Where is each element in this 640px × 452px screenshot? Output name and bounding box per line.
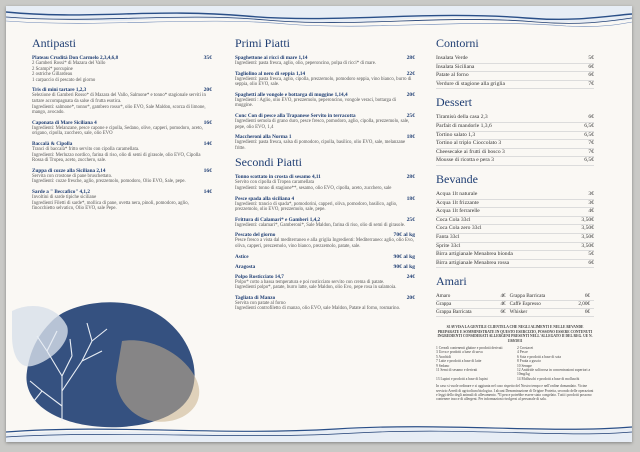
price-row [436, 208, 594, 217]
price-row-name: Acqua 1lt naturale [436, 190, 478, 197]
menu-item [32, 87, 212, 115]
price-row-price: 3,50€ [581, 242, 594, 249]
menu-item-description: Selezione di Gamberi Rosso* di Mazara del Vallo, Salmone* e tonno* stagionale serviti in tartare accompagnata da salse di frutta esotica. [32, 93, 206, 104]
price-row [436, 225, 594, 234]
menu-item-name: Baccalà & Cipolla [32, 140, 73, 147]
menu-item [32, 141, 212, 164]
menu-item-name: Tagliata di Manzo [235, 294, 276, 301]
price-row-name: Birra artigianale Menabrea bionda [436, 251, 513, 258]
price-row-price: 6€ [588, 63, 594, 70]
menu-item [235, 71, 415, 88]
menu-item-name: Sarde a " Beccafico" 4,1,2 [32, 188, 90, 195]
price-row-name: Tortino salato 1,3 [436, 131, 476, 138]
contorni-title: Contorni [436, 36, 479, 50]
price-row [436, 114, 594, 123]
price-row-name: Cheesecake ai frutti di bosco 3 [436, 148, 505, 155]
side-column [436, 36, 594, 402]
price-row-name: Coca Cola 33cl [436, 216, 471, 223]
price-row-name: Parfait di mandorle 1,3,6 [436, 122, 492, 129]
menu-item-name: Astice [235, 253, 249, 260]
allergen-entry: 1 Cereali contenenti glutine e prodotti derivati [436, 345, 503, 350]
menu-item [235, 295, 415, 312]
allergen-entry: 11 Semi di sesamo e derivati [436, 367, 478, 372]
menu-item-description: Ingredienti semola di grano duro, pesce fresco, pomodoro, aglio, cipolla, prezzemolo, sale, pepe, olio EVO, 1,4 [235, 118, 410, 130]
price-row-name: Fanta 33cl [436, 233, 460, 240]
coral-watercolor-decoration [12, 281, 212, 431]
price-row [436, 243, 594, 252]
allergen-entry: 6 Soia e prodotti a base di soia [517, 354, 562, 359]
price-row-name: Birra artigianale Menabrea rossa [436, 259, 510, 266]
price-row [436, 123, 594, 132]
menu-item-description: Ingredienti: calamari*, Gamberoni*, Sale Maldon, farina di riso, olio di semi di girasole. [235, 222, 406, 228]
menu-item-description: 1 carpaccio di pescato del giorno [32, 77, 96, 83]
menu-item-name: Pescato del giorno [235, 232, 276, 239]
menu-item [32, 189, 212, 212]
menu-item-description: Ingredienti Filetti di sarde*, mollica di pane, uvetta nera, pinoli, pomodoro, aglio, finocchietto selvatico, Olio EVO, sale Pepe. [32, 200, 189, 212]
menu-item-description: 2 ostriche Gillardeau [32, 72, 73, 78]
piatti-column [235, 36, 415, 316]
primi-title: Primi Piatti [235, 36, 291, 50]
price-row [436, 81, 594, 90]
menu-item-name: Aragosta [235, 263, 256, 270]
menu-item [235, 113, 415, 130]
allergen-entry: 5 Arachidi [436, 354, 452, 359]
menu-item-price: 20€ [406, 294, 415, 301]
allergen-entry: 13 Lupini e prodotti a base di lupini [436, 376, 488, 381]
menu-item-price: 22€ [406, 70, 415, 77]
price-row-price: 4€ [588, 208, 594, 215]
price-row-price: 3€ [588, 199, 594, 206]
price-row-price: 6€ [588, 72, 594, 79]
allergen-entry: 9 Sedano [436, 363, 450, 368]
price-row-name: Acqua 1lt ferrarelle [436, 208, 480, 215]
menu-item [32, 55, 212, 83]
amari-name: Amaro [436, 293, 495, 301]
allergen-entry: 3 Uova e prodotti a base di uova [436, 350, 483, 355]
menu-item-price: 28€ [406, 55, 415, 61]
antipasti-title: Antipasti [32, 36, 76, 50]
bevande-list [436, 191, 594, 268]
price-row [436, 149, 594, 158]
price-row-price: 7€ [588, 80, 594, 87]
amari-price: 6€ [568, 293, 594, 301]
bevande-title: Bevande [436, 171, 478, 186]
allergen-entry: 4 Pesce [517, 350, 528, 355]
menu-item-price: 20€ [203, 87, 212, 94]
amari-price: 4€ [495, 301, 510, 309]
amari-price: 6€ [568, 309, 594, 317]
menu-item-description: Ingredienti: pasta fresca, aglio, cipolla, prezzemolo, pomodoro seppia, vino bianco, burro di seppia, olio EVO, sale. [235, 76, 412, 88]
menu-item-description: Polpo* cotto a bassa temperatura e poi rosticciato servito con crema di patate. [235, 279, 385, 285]
menu-item-description: Ingredienti: Melanzane, pesce capone e cipolla, Sedano, olive, capperi, pomodoro, aceto, origano, cipolla, zucchero, sale, olio EVO [32, 125, 203, 137]
amari-table [436, 293, 594, 317]
price-row-name: Sprite 33cl [436, 242, 461, 249]
allergen-entry: 14 Molluschi e prodotti a base di molluschi [517, 376, 580, 381]
allergen-list [436, 346, 594, 381]
price-row-price: 7€ [588, 148, 594, 155]
menu-item-price: 20€ [406, 91, 415, 98]
menu-item-description: Servita con patate al forno [235, 300, 286, 306]
amari-name: Grappa Barricata [510, 293, 569, 301]
menu-item-name: Frittura di Calamari* e Gamberi 1,4,2 [235, 216, 321, 223]
price-row-name: Acqua 1lt frizzante [436, 199, 479, 206]
menu-item [235, 174, 415, 191]
price-row-price: 6,5€ [584, 157, 594, 164]
menu-item-name: Conc Con di pesce alla Trapanese Servito in terracotta [235, 112, 356, 119]
menu-item-description: Ingredienti: pasta fresca, salsa di pomodoro, cipolla, basilico, olio EVO, sale, melanzane fritte. [235, 140, 406, 151]
menu-item-description: 2 Scampi* porcupine [32, 66, 73, 72]
price-row-price: 3,50€ [581, 233, 594, 240]
antipasti-list [32, 55, 212, 212]
price-row [436, 217, 594, 226]
menu-item-description: Ingredienti controfiletto di manzo, olio EVO, sale Maldon, Patate al forno, rosmarino. [235, 306, 401, 312]
menu-item [235, 264, 415, 270]
price-row-name: Verdure di stagione alla griglia [436, 80, 505, 87]
antipasti-column [32, 36, 212, 216]
menu-item [32, 120, 212, 137]
amari-row [436, 301, 594, 309]
menu-item-description: Ingredienti: trancio di spada*, pomodorini, capperi, oliva, pomodoro, basilico, aglio, prezzemolo, olio EVO, prezzemolo, sale, pepe. [235, 201, 398, 213]
menu-item-price: 14€ [203, 188, 212, 195]
menu-item-price: 14€ [203, 140, 212, 147]
menu-item-description: Ingredienti: cozze fresche, aglio, prezzemolo, pomodoro, Olio EVO, Sale, pepe. [32, 179, 186, 185]
amari-price: 2,00€ [568, 301, 594, 309]
menu-item-name: Tris di mini tartare 1,2,3 [32, 87, 87, 94]
price-row-name: Mousse di ricotta e pera 3 [436, 157, 494, 164]
price-row-price: 6€ [588, 114, 594, 121]
menu-item [235, 232, 415, 249]
menu-item-name: Spaghettone ai ricci di mare 1,14 [235, 55, 308, 61]
menu-item-description: Ingredienti: tonno di stagione**, sesamo, olio EVO, cipolla, aceto, zucchero, sale [235, 185, 392, 191]
amari-name: Whisker [510, 309, 569, 317]
menu-item-description: Ingredienti: salmone*, tonno*, gambero rosso*, olio EVO, Sale Maldon, scorza di limone, mango, avocado. [32, 104, 206, 116]
menu-item [235, 196, 415, 213]
menu-item-price: 90€ al kg [393, 263, 415, 270]
wave-top-decoration [6, 6, 632, 40]
menu-item-description: Ingredienti: pasta fresca, aglio, olio, peperoncino, polpa di ricci* di mare. [235, 61, 377, 66]
amari-name: Grappa [436, 301, 495, 309]
price-row-name: Patate al forno [436, 72, 469, 79]
allergen-entry: 12 Anidride solforosa in concentrazioni superiori a 10mg/kg [517, 367, 591, 377]
price-row-price: 6,5€ [584, 131, 594, 138]
secondi-title: Secondi Piatti [235, 155, 302, 170]
amari-title: Amari [436, 274, 467, 289]
menu-item-price: 25€ [406, 216, 415, 223]
amari-name: Grappa Barricata [436, 309, 495, 317]
amari-name: Caffè Espresso [510, 301, 569, 309]
menu-item-description: Ingredienti: Merluzzo nordico, farina di riso, olio di semi di girasole, olio EVO, Cipolla Rossa di Tropea, aceto, zucchero, sale. [32, 152, 201, 164]
price-row-price: 3€ [588, 190, 594, 197]
menu-item-name: Maccheroni alla Norma 1 [235, 134, 292, 141]
menu-item [235, 55, 415, 67]
allergen-entry: 8 Frutta a guscio [517, 359, 542, 364]
menu-item-price: 70€ al kg [393, 232, 415, 239]
menu-item-price: 90€ al kg [393, 253, 415, 260]
price-row-price: 6€ [588, 259, 594, 266]
primi-list [235, 55, 415, 151]
menu-item-name: Caponata di Mare Siciliana 4 [32, 119, 97, 126]
price-row-price: 5€ [588, 251, 594, 258]
allergen-notice-title: SI AVVISA LA GENTILE CLIENTELA CHE NEGLI ALIMENTI E NELLE BEVANDE PREPARATE E SOMMINISTRATE IN QUESTO ESERCIZIO, POSSONO ESSERE CONTENUTI INGREDIENTI CONSIDERATI ALLERGENI PRESENTI NELL'ALLEGATO II DEL REG. UE N. 1169/2011 [437, 325, 593, 343]
menu-item-description: Tranci di baccalà* fritto servito con cipolla caramellata. [32, 146, 140, 152]
secondi-list [235, 174, 415, 312]
menu-item [235, 254, 415, 260]
menu-item-description: Pesce fresco a vista dal mediterraneo e alla griglia Ingredienti: Mediterraneo: aglio, olio Evo, oliva, capperi, prezzemolo, vino bianco, prezzemolo, patate, sale. [235, 238, 414, 249]
menu-item-price: 18€ [406, 195, 415, 202]
price-row [436, 234, 594, 243]
allergen-notice [436, 325, 594, 402]
allergen-entry: 10 Senape [517, 363, 532, 368]
price-row-name: Tiramisù della casa 2,3 [436, 114, 488, 121]
price-row-price: 5€ [588, 55, 594, 61]
price-row [436, 64, 594, 73]
amari-price: 4€ [495, 293, 510, 301]
menu-item-price: 25€ [406, 112, 415, 119]
dessert-list [436, 114, 594, 166]
price-row [436, 55, 594, 64]
menu-item-name: Spaghetti alle vongole e bottarga di muggine 1,14,4 [235, 91, 348, 98]
menu-item-description: Servito con cipolla di Tropea caramellata [235, 180, 314, 186]
price-row-price: 3,50€ [581, 216, 594, 223]
menu-item-name: Tagliolino al nero di seppia 1,14 [235, 70, 306, 77]
menu-item-description: Servita con crostone di pane bruschettato. [32, 173, 113, 179]
allergen-footer: In caso si vuole ordinare e si aggiunta nel caso rispetto del Nostro tempo e nell'ordine domandato. Vicine servizio Arredi di agricoltura biologica. I alcuni Denominazione di Origine Protetta, secondo delle operazioni e leggi dello degli animali di allevamento. *Il pesce potrebbe essere stato congelato. Tutti i prodotti possono contenere tracce di allergeni. Per informazioni rivolgersi al personale di sala. [436, 384, 594, 402]
allergen-entry: 7 Latte e prodotti a base di latte [436, 359, 482, 364]
menu-item-description: Ingredienti : Aglio, olio EVO, prezzemolo, peperoncino, vongole veraci, bottarga di muggine. [235, 97, 396, 109]
menu-item-description: Ingredienti polpo*, patate, burro latte, sale Maldon, olio Evo, pepe rosa in salamoia. [235, 285, 397, 291]
menu-item-price: 18€ [406, 134, 415, 141]
menu-item-name: Plateau Crudità Don Carmelo 2,3,4,6,8 [32, 55, 119, 61]
amari-price: 6€ [495, 309, 510, 317]
price-row [436, 132, 594, 141]
price-row-name: Coca Cola zero 33cl [436, 225, 482, 232]
amari-row [436, 293, 594, 301]
menu-item-name: Pesce spada alla siciliana 4 [235, 195, 295, 202]
menu-item [235, 92, 415, 109]
menu-item-price: 24€ [406, 273, 415, 280]
price-row-price: 3,50€ [581, 225, 594, 232]
menu-item-name: Zuppa di cozze alla Siciliana 2,14 [32, 167, 106, 174]
price-row [436, 140, 594, 149]
price-row [436, 72, 594, 81]
menu-item-description: Involtini di sarde tipiche siciliane [32, 194, 97, 200]
menu-page [6, 6, 632, 442]
dessert-title: Dessert [436, 95, 472, 110]
menu-item-name: Tonno scottato in crosta di sesamo 4,11 [235, 174, 321, 181]
price-row-price: 7€ [588, 140, 594, 147]
price-row-name: Tortino al triplo Cioccolato 3 [436, 140, 502, 147]
price-row-price: 6,5€ [584, 122, 594, 129]
amari-row [436, 309, 594, 317]
menu-item-price: 16€ [203, 119, 212, 126]
price-row [436, 200, 594, 209]
price-row-name: Insalata Verde [436, 55, 468, 61]
menu-item-price: 16€ [203, 167, 212, 174]
menu-item [235, 274, 415, 291]
price-row [436, 251, 594, 260]
menu-item [235, 134, 415, 151]
contorni-list [436, 55, 594, 89]
menu-item [235, 217, 415, 229]
price-row [436, 260, 594, 269]
price-row [436, 191, 594, 200]
wave-bottom-decoration [6, 420, 632, 442]
menu-item [32, 168, 212, 185]
menu-item-description: 2 Gamberi Rossi* di Mazara del Vallo [32, 61, 106, 66]
menu-item-name: Polpo Rosticciato 14,7 [235, 273, 284, 280]
menu-item-price: 28€ [406, 174, 415, 181]
allergen-entry: 2 Crostacei [517, 345, 534, 350]
price-row [436, 157, 594, 166]
menu-item-price: 35€ [203, 55, 212, 61]
price-row-name: Insalata Siciliana [436, 63, 475, 70]
